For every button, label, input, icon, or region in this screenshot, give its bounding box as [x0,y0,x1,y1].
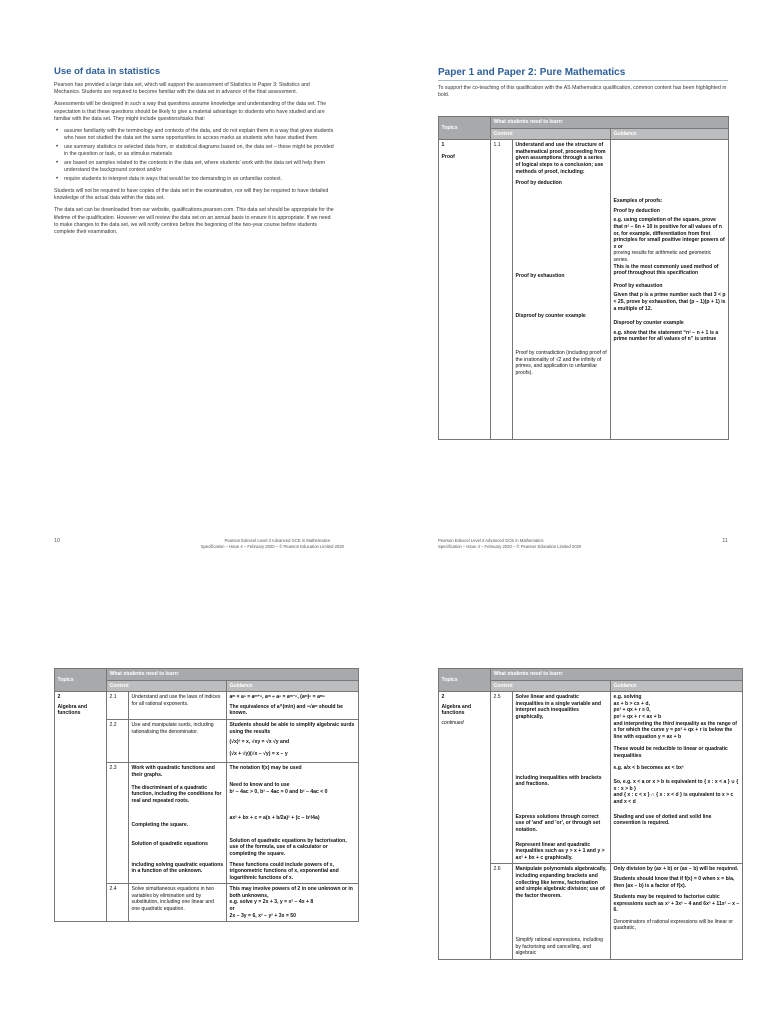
paragraph: Students will not be required to have copies of the data set in the examination, nor will they be required to have detailed knowledge of the actual data within the data set. [54,187,329,202]
bullet-list [54,128,336,183]
spec-table [54,668,359,922]
page-title: Use of data in statistics [54,66,161,77]
guidance-cell: Students should be able to simplify algebraic surds using the results (√x)² = x, √xy = √x √y and (√x + √y)(√x − √y) = x − y [227,719,359,762]
page-number: 11 [722,538,728,544]
table-header: What students need to learn: [491,669,743,681]
title-rule [438,80,728,81]
guidance-cell: e.g. solving ax + b > cx + d, px² + qx + r ≥ 0, px² + qx + r < ax + b and interpreting the third inequality as the range of x for which the curve y = px² + qx + r is below the line with equation y = ax + b These would be reducible to linear or quadratic inequalities e.g. a/x < b becomes ax < bx² So, e.g. x < a or x > b is equivalent to { x : x < a } ∪ { x : x > b } and { x : c < x } ∩ { x : x < d } is equivalent to x > c and x < d Shading and use of dotted and solid line convention is required. [611,692,743,864]
footer-line: Pearson Edexcel Level 3 Advanced GCE in Mathematics [438,538,544,543]
page-number: 10 [54,538,61,544]
footer-line: Pearson Edexcel Level 3 Advanced GCE in Mathematics [224,538,330,543]
topic-cell: 2 Algebra and functions continued [439,692,491,960]
guidance-cell: This may involve powers of 2 in one unknown or in both unknowns, e.g. solve y = 2x + 3, y = x² − 4x + 8 or 2x − 3y = 6, x² − y² + 3x = 50 [227,884,359,922]
table-header: Content [491,128,611,140]
intro-text: To support the co-teaching of this qualification with the AS Mathematics qualification, common content has been highlighted in bold. [438,85,727,99]
table-row [439,140,729,440]
content-cell: Solve linear and quadratic inequalities in a single variable and interpret such inequalities graphically, including inequalities with brackets and fractions. Express solutions through correct use of 'and' and 'or', or through set notation. Represent linear and quadratic inequalities such as y > x + 1 and y > ax² + bx + c graphically. [513,692,611,864]
spec-table [438,668,743,960]
table-header: Guidance [611,680,743,692]
page-10 [0,0,384,560]
ref-cell: 2.1 [107,692,129,720]
footer-line: Specification – Issue 4 – February 2020 – © Pearson Education Limited 2020 [200,544,344,549]
page-11 [384,0,768,560]
list-item: • require students to interpret data in ways that would be too demanding in an unfamiliar context. [54,176,336,183]
content-cell: Solve simultaneous equations in two variables by elimination and by substitution, including one linear and one quadratic equation. [129,884,227,922]
table-header: What students need to learn: [107,669,359,681]
list-item: • assume familiarity with the terminology and contexts of the data, and do not explain them in a way that gives students who have not studied the data set the same opportunities to access marks as students who have studied them [54,128,336,142]
ref-cell: 1.1 [491,140,513,440]
table-header-row [439,117,729,129]
guidance-cell: The notation f(x) may be used Need to know and to use b² − 4ac > 0, b² − 4ac = 0 and b² − 4ac < 0 ax² + bx + c = a(x + b/2a)² + (c − b²/4a) Solution of quadratic equations by factorisation, use of the formula, use of a calculator or completing the square. These functions could include powers of x, trigonometric functions of x, exponential and logarithmic functions of x. [227,763,359,884]
continued-label: continued [441,719,464,726]
page-12 [0,640,384,1024]
table-header: Content [491,680,611,692]
table-header: Topics [439,117,491,140]
topic-cell: 2 Algebra and functions [55,692,107,922]
table-header: Guidance [227,680,359,692]
topic-cell: 1 Proof [439,140,491,440]
page-gap [0,560,768,640]
content-cell: Use and manipulate surds, including rationalising the denominator. [129,719,227,762]
table-header: What students need to learn: [491,117,729,129]
spec-table [438,116,729,440]
content-cell: Understand and use the laws of indices for all rational exponents. [129,692,227,720]
table-row [55,692,359,720]
body-text [54,82,336,241]
table-row [439,692,743,864]
list-item: • use summary statistics or selected data from, or statistical diagrams based on, the data set – these might be provided in the question or task, or as stimulus materials [54,144,336,158]
table-header-row [439,669,743,681]
guidance-cell: aᵐ × aⁿ = aᵐ⁺ⁿ, aᵐ ÷ aⁿ = aᵐ⁻ⁿ, (aᵐ)ⁿ = aᵐⁿ The equivalence of a^(m/n) and ⁿ√aᵐ should be known. [227,692,359,720]
page-footer [438,538,728,550]
page-title: Paper 1 and Paper 2: Pure Mathematics [438,67,626,78]
table-header: Topics [55,669,107,692]
table-header: Content [107,680,227,692]
table-header-row [55,669,359,681]
ref-cell: 2.2 [107,719,129,762]
table-header: Topics [439,669,491,692]
guidance-cell: Examples of proofs: Proof by deduction e.g. using completion of the square, prove that n² − 6n + 10 is positive for all values of n or, for example, differentiation from first principles for small positive integer powers of x or proving results for arithmetic and geometric series. This is the most commonly used method of proof throughout this specification Proof by exhaustion Given that p is a prime number such that 3 < p < 25, prove by exhaustion, that (p − 1)(p + 1) is a multiple of 12. Disproof by counter example e.g. show that the statement “n² − n + 1 is a prime number for all values of n” is untrue [611,140,729,440]
content-cell: Manipulate polynomials algebraically, including expanding brackets and collecting like terms, factorisation and simple algebraic division; use of the factor theorem. Simplify rational expressions, including by factorising and cancelling, and algebraic [513,864,611,960]
ref-cell: 2.4 [107,884,129,922]
content-cell: Work with quadratic functions and their graphs. The discriminant of a quadratic function, including the conditions for real and repeated roots. Completing the square. Solution of quadratic equations including solving quadratic equations in a function of the unknown. [129,763,227,884]
footer-line: Specification – Issue 4 – February 2020 – © Pearson Education Limited 2020 [438,544,582,549]
paragraph: Pearson has provided a large data set, which will support the assessment of Statistics in Paper 3: Statistics and Mechanics. Students are required to become familiar with the data set in advance of the final assessment. [54,82,310,96]
content-cell: Understand and use the structure of mathematical proof, proceeding from given assumptions through a series of logical steps to a conclusion; use methods of proof, including: Proof by deduction Proof by exhaustion Disproof by counter example Proof by contradiction (including proof of the irrationality of √2 and the infinity of primes, and application to unfamiliar proofs). [513,140,611,440]
table-header: Guidance [611,128,729,140]
page-footer [54,538,344,550]
guidance-cell: Only division by (ax + b) or (ax − b) will be required. Students should know that if f(x) = 0 when x = b/a, then (ax − b) is a factor of f(x). Students may be required to factorise cubic expressions such as x³ + 3x² − 4 and 6x³ + 11x² − x − 6. Denominators of rational expressions will be linear or quadratic, [611,864,743,960]
ref-cell: 2.5 [491,692,513,864]
paragraph: Assessments will be designed in such a way that questions assume knowledge and understanding of the data set. The expectation is that these questions should be likely to give a material advantage to students who have studied and are familiar with the data set. They might include questions/tasks that: [54,101,327,122]
ref-cell: 2.3 [107,763,129,884]
page-13 [384,640,768,1024]
paragraph: The data set can be downloaded from our website, qualifications.pearson.com. This data set should be appropriate for the lifetime of the qualification. However we will review the data set on an annual basis to ensure it is appropriate. If we need to make changes to the data set, we will notify centres before the beginning of the two-year course before students complete their examination. [54,207,334,235]
list-item: • are based on samples related to the contexts in the data set, where students' work with the data set will help them understand the background context and/or [54,160,336,174]
ref-cell: 2.6 [491,864,513,960]
